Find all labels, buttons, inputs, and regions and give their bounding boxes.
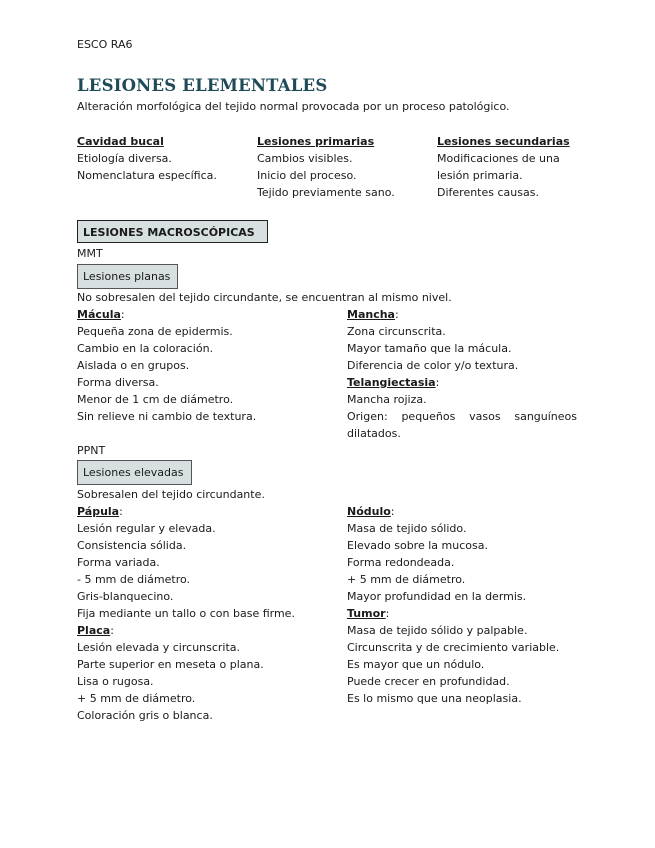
column-line: Tejido previamente sano. <box>257 186 395 199</box>
term-nodulo: Nódulo <box>347 505 391 518</box>
list-item: Parte superior en meseta o plana. <box>77 658 264 671</box>
list-item: Elevado sobre la mucosa. <box>347 539 488 552</box>
mmt-label: MMT <box>77 247 103 260</box>
list-item: Mayor tamaño que la mácula. <box>347 342 512 355</box>
term-mancha: Mancha <box>347 308 395 321</box>
list-item: Diferencia de color y/o textura. <box>347 359 519 372</box>
column-line: Nomenclatura específica. <box>77 169 217 182</box>
lesiones-planas-box: Lesiones planas <box>77 264 178 289</box>
list-item: Masa de tejido sólido y palpable. <box>347 624 528 637</box>
term-tumor: Tumor <box>347 607 386 620</box>
lesiones-planas-desc: No sobresalen del tejido circundante, se encuentran al mismo nivel. <box>77 291 452 304</box>
list-item: Masa de tejido sólido. <box>347 522 467 535</box>
list-item: Puede crecer en profundidad. <box>347 675 510 688</box>
column-line: Diferentes causas. <box>437 186 539 199</box>
column-cavidad-bucal <box>77 133 267 184</box>
list-item: - 5 mm de diámetro. <box>77 573 191 586</box>
list-item: Forma variada. <box>77 556 160 569</box>
list-item: Lisa o rugosa. <box>77 675 154 688</box>
list-item: Fija mediante un tallo o con base firme. <box>77 607 295 620</box>
list-item: Origen: pequeños vasos sanguíneos dilatados. <box>347 410 577 440</box>
column-lesiones-secundarias <box>437 133 627 201</box>
page-subtitle: Alteración morfológica del tejido normal provocada por un proceso patológico. <box>77 100 510 113</box>
list-item: Forma diversa. <box>77 376 159 389</box>
list-item: Lesión regular y elevada. <box>77 522 216 535</box>
list-item: Forma redondeada. <box>347 556 455 569</box>
term-papula: Pápula <box>77 505 120 518</box>
list-item: Es lo mismo que una neoplasia. <box>347 692 522 705</box>
column-line: Modificaciones de una <box>437 152 560 165</box>
list-item: Sin relieve ni cambio de textura. <box>77 410 257 423</box>
list-item: Mancha rojiza. <box>347 393 427 406</box>
term-macula: Mácula <box>77 308 121 321</box>
list-item: Es mayor que un nódulo. <box>347 658 485 671</box>
column-line: Etiología diversa. <box>77 152 172 165</box>
papula-placa-block: Pápula: Lesión regular y elevada. Consistencia sólida. Forma variada. - 5 mm de diámetro. Gris-blanquecino. Fija mediante un tallo o con base firme. Placa: Lesión elevada y circunscrita. Parte superior en meseta o plana. Lisa o rugosa. + 5 mm de diámetro. Coloración gris o blanca. <box>77 505 295 722</box>
term-placa: Placa <box>77 624 111 637</box>
mancha-block: Mancha: Zona circunscrita. Mayor tamaño que la mácula. Diferencia de color y/o textura. Telangiectasia: Mancha rojiza. Origen: pequeños vasos sanguíneos dilatados. <box>347 308 577 440</box>
list-item: Zona circunscrita. <box>347 325 446 338</box>
list-item: Cambio en la coloración. <box>77 342 214 355</box>
list-item: + 5 mm de diámetro. <box>347 573 466 586</box>
column-heading: Lesiones secundarias <box>437 135 570 148</box>
list-item: Pequeña zona de epidermis. <box>77 325 233 338</box>
nodulo-tumor-block: Nódulo: Masa de tejido sólido. Elevado sobre la mucosa. Forma redondeada. + 5 mm de diámetro. Mayor profundidad en la dermis. Tumor: Masa de tejido sólido y palpable. Circunscrita y de crecimiento variable. Es mayor que un nódulo. Puede crecer en profundidad. Es lo mismo que una neoplasia. <box>347 505 560 705</box>
column-heading: Lesiones primarias <box>257 135 375 148</box>
column-line: Cambios visibles. <box>257 152 353 165</box>
term-telangiectasia: Telangiectasia <box>347 376 436 389</box>
list-item: Menor de 1 cm de diámetro. <box>77 393 234 406</box>
section-heading-box: LESIONES MACROSCÓPICAS <box>77 220 268 243</box>
page-header: ESCO RA6 <box>77 38 133 51</box>
column-line: lesión primaria. <box>437 169 523 182</box>
column-heading: Cavidad bucal <box>77 135 164 148</box>
list-item: + 5 mm de diámetro. <box>77 692 196 705</box>
lesiones-elevadas-box: Lesiones elevadas <box>77 460 192 485</box>
list-item: Coloración gris o blanca. <box>77 709 213 722</box>
list-item: Lesión elevada y circunscrita. <box>77 641 241 654</box>
page-title: LESIONES ELEMENTALES <box>77 76 328 95</box>
list-item: Gris-blanquecino. <box>77 590 174 603</box>
macula-block: Mácula: Pequeña zona de epidermis. Cambio en la coloración. Aislada o en grupos. Forma diversa. Menor de 1 cm de diámetro. Sin relieve ni cambio de textura. <box>77 308 257 423</box>
column-line: Inicio del proceso. <box>257 169 357 182</box>
list-item: Aislada o en grupos. <box>77 359 190 372</box>
lesiones-elevadas-desc: Sobresalen del tejido circundante. <box>77 488 265 501</box>
list-item: Mayor profundidad en la dermis. <box>347 590 527 603</box>
list-item: Consistencia sólida. <box>77 539 187 552</box>
ppnt-label: PPNT <box>77 444 106 457</box>
list-item: Circunscrita y de crecimiento variable. <box>347 641 560 654</box>
column-lesiones-primarias <box>257 133 447 201</box>
